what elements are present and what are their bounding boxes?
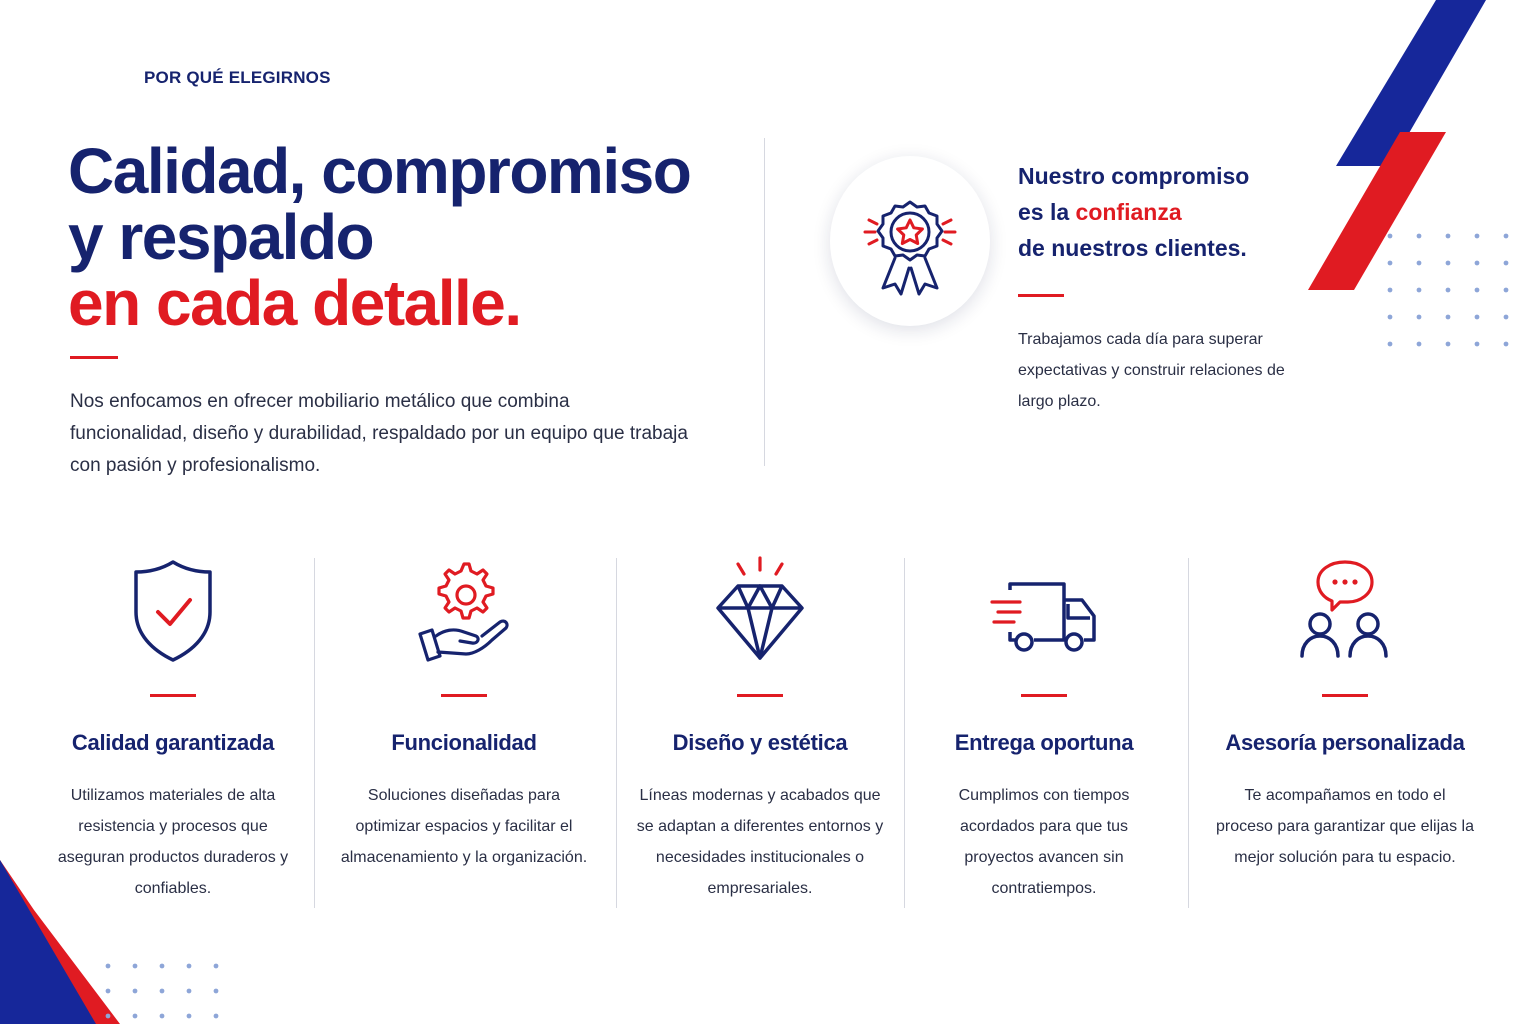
decorative-dot	[187, 1014, 192, 1019]
page-title	[68, 135, 691, 339]
feature-accent-rule	[1021, 694, 1067, 697]
feature-text: Utilizamos materiales de alta resistencia y procesos que aseguran productos duraderos y confiables.	[57, 787, 289, 897]
title-line-1: Calidad, compromiso	[68, 135, 691, 207]
gear-hand-icon	[414, 556, 514, 666]
feature-accent-rule	[1322, 694, 1368, 697]
feature-divider	[616, 558, 617, 908]
commitment-title	[1018, 158, 1308, 266]
commitment-badge	[830, 156, 990, 326]
commitment-line-1: Nuestro compromiso	[1018, 163, 1250, 189]
advisors-chat-icon	[1290, 556, 1400, 666]
feature-divider	[314, 558, 315, 908]
decorative-dot	[214, 1014, 219, 1019]
title-line-2: y respaldo	[68, 201, 374, 273]
decorative-dot	[106, 989, 111, 994]
feature-text: Soluciones diseñadas para optimizar espacios y facilitar el almacenamiento y la organización.	[340, 787, 588, 866]
decorative-dot	[1388, 234, 1393, 239]
award-ribbon-star-icon	[845, 176, 975, 306]
decorative-dot	[160, 989, 165, 994]
feature-text: Líneas modernas y acabados que se adaptan a diferentes entornos y necesidades institucionales o empresariales.	[636, 787, 884, 897]
feature-divider	[904, 558, 905, 908]
decorative-dot	[1417, 288, 1422, 293]
decorative-dot	[187, 964, 192, 969]
decorative-dot-grid-bottom	[104, 962, 224, 1024]
feature-title: Entrega oportuna	[954, 730, 1134, 755]
feature-divider	[1188, 558, 1189, 908]
feature-title: Diseño y estética	[672, 730, 848, 755]
feature-design	[630, 556, 890, 908]
commitment-highlight: confianza	[1075, 199, 1182, 225]
feature-accent-rule	[737, 694, 783, 697]
feature-title: Funcionalidad	[391, 730, 537, 755]
decorative-dot	[1504, 288, 1509, 293]
decorative-dot	[1417, 342, 1422, 347]
decorative-dot-grid	[1386, 232, 1514, 352]
decorative-dot	[1388, 288, 1393, 293]
vertical-divider	[764, 138, 765, 466]
decorative-dot	[1446, 234, 1451, 239]
decorative-dot	[106, 1014, 111, 1019]
decorative-dot	[1388, 261, 1393, 266]
decorative-dot	[1504, 234, 1509, 239]
section-eyebrow: POR QUÉ ELEGIRNOS	[144, 68, 331, 87]
decorative-dot	[1504, 261, 1509, 266]
decorative-dot	[1446, 315, 1451, 320]
decorative-dot	[160, 964, 165, 969]
decorative-dot	[160, 1014, 165, 1019]
decorative-dot	[1504, 342, 1509, 347]
delivery-truck-icon	[984, 556, 1104, 666]
decorative-dot	[1417, 234, 1422, 239]
commitment-line-2-prefix: es la	[1018, 199, 1076, 225]
decorative-dot	[1417, 261, 1422, 266]
shield-check-icon	[128, 556, 218, 666]
decorative-dot	[1475, 342, 1480, 347]
decorative-dot	[1388, 315, 1393, 320]
title-line-3: en cada detalle.	[68, 267, 521, 339]
decorative-dot	[133, 964, 138, 969]
decorative-dot	[1417, 315, 1422, 320]
decorative-dot	[214, 989, 219, 994]
feature-title: Asesoría personalizada	[1225, 730, 1465, 755]
commitment-accent-rule	[1018, 294, 1064, 297]
decorative-dot	[1475, 288, 1480, 293]
decorative-dot	[1446, 288, 1451, 293]
feature-text: Te acompañamos en todo el proceso para garantizar que elijas la mejor solución para tu espacio.	[1216, 787, 1474, 866]
feature-advisory	[1214, 556, 1476, 908]
commitment-line-3: de nuestros clientes.	[1018, 235, 1247, 261]
feature-accent-rule	[441, 694, 487, 697]
decorative-dot	[1446, 261, 1451, 266]
decorative-dot	[1475, 261, 1480, 266]
decorative-dot	[1475, 315, 1480, 320]
decorative-dot	[133, 989, 138, 994]
feature-accent-rule	[150, 694, 196, 697]
diamond-icon	[710, 556, 810, 666]
intro-paragraph: Nos enfocamos en ofrecer mobiliario metálico que combina funcionalidad, diseño y durabilidad, respaldado por un equipo que trabaja con pasión y profesionalismo.	[70, 391, 688, 476]
feature-title: Calidad garantizada	[71, 730, 275, 755]
decorative-dot	[1388, 342, 1393, 347]
feature-quality	[44, 556, 302, 908]
decorative-dot	[187, 989, 192, 994]
commitment-text: Trabajamos cada día para superar expectativas y construir relaciones de largo plazo.	[1018, 331, 1285, 410]
feature-delivery	[924, 556, 1164, 908]
decorative-dot	[214, 964, 219, 969]
decorative-dot	[106, 964, 111, 969]
feature-functionality	[336, 556, 592, 908]
decorative-dot	[133, 1014, 138, 1019]
decorative-dot	[1504, 315, 1509, 320]
commitment-line-2	[1018, 194, 1308, 230]
feature-text: Cumplimos con tiempos acordados para que tus proyectos avancen sin contratiempos.	[958, 787, 1130, 897]
decorative-dot	[1446, 342, 1451, 347]
title-accent-rule	[70, 356, 118, 359]
decorative-dot	[1475, 234, 1480, 239]
